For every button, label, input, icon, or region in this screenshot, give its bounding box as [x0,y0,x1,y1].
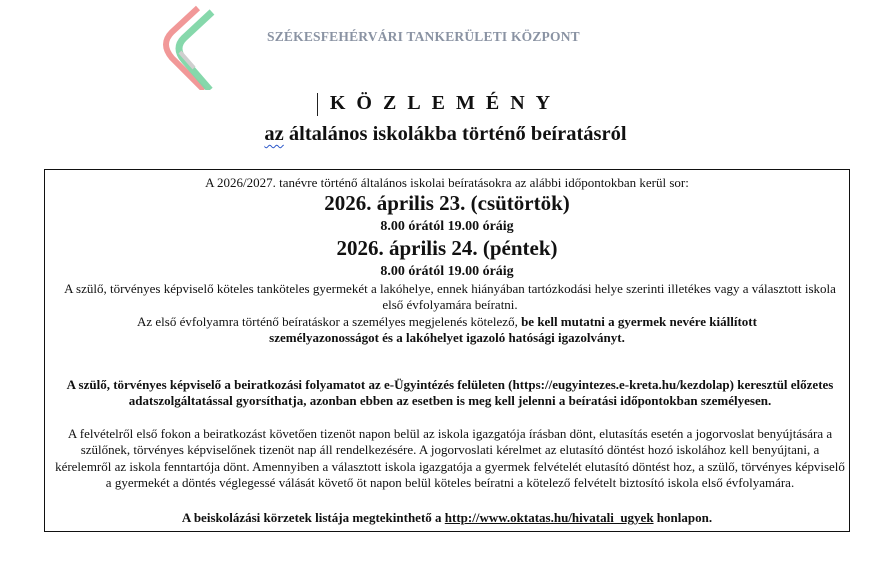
paragraph-decision-appeal: A felvételről első fokon a beiratkozást követően tizenöt napon belül az iskola igazgatója írásban dönt, elutasítás esetén a jogorvoslat benyújtására a szülőnek, törvényes képviselőnek tizenöt nap áll rendelkezésére. A jogorvoslati kérelmet az elutasító döntést hozó iskolához kell benyújtani, a kérelemről az iskola fenntartója dönt. Amennyiben a választott iskola igazgatója a gyermek felvételét elutasító döntést hoz, a szülő, törvényes képviselő a gyermekét a döntés véglegessé válását követő öt napon belül köteles beíratni a kötelező felvételt biztosító iskola első évfolyamára. [55,426,845,490]
document-title: KÖZLEMÉNY [329,92,562,114]
paragraph-2-normal: Az első évfolyamra történő beíratáskor a személyes megjelenés kötelező, [137,314,522,329]
organization-logo [150,2,240,90]
paragraph-e-administration: A szülő, törvényes képviselő a beiratkozási folyamatot az e-Ügyintézés felületen (https://eugyintezes.e-kreta.hu/kezdolap) keresztül előzetes adatszolgáltatással gyorsíthatja, azonban ebben az esetben is meg kell jelenni a beíratási időpontokban személyesen. [66,377,834,409]
closing-text-before: A beiskolázási körzetek listája megtekinthető a [181,510,445,525]
enrollment-hours-2: 8.00 órától 19.00 óráig [380,264,514,279]
closing-text-after: honlapon. [653,510,713,525]
paragraph-2-bold: be kell mutatni a gyermek nevére kiállított személyazonosságot és a lakóhelyet igazoló hatósági igazolványt. [269,314,757,346]
notice-box [44,169,850,532]
text-cursor [317,93,318,116]
paragraph-obligation: A szülő, törvényes képviselő köteles tanköteles gyermekét a lakóhelye, ennek hiányában tartózkodási helye szerinti illetékes vagy a választott iskola első évfolyamára beíratni. [64,281,836,313]
spellcheck-word[interactable]: az [264,123,284,145]
enrollment-date-2: 2026. április 24. (péntek) [336,236,558,260]
oktatas-link[interactable]: http://www.oktatas.hu/hivatali_ugyek [444,510,654,525]
notice-intro: A 2026/2027. tanévre történő általános iskolai beíratásokra az alábbi időpontokban kerül sor: [205,175,689,190]
paragraph-school-districts [51,510,843,526]
document-subtitle [0,123,891,146]
logo-chevron-icon [150,2,240,90]
enrollment-date-1: 2026. április 23. (csütörtök) [324,191,570,215]
enrollment-hours-1: 8.00 órától 19.00 óráig [380,219,514,234]
organization-name: SZÉKESFEHÉRVÁRI TANKERÜLETI KÖZPONT [267,29,580,44]
subtitle-text: általános iskolákba történő beíratásról [283,123,627,145]
paragraph-personal-appearance [95,314,799,347]
